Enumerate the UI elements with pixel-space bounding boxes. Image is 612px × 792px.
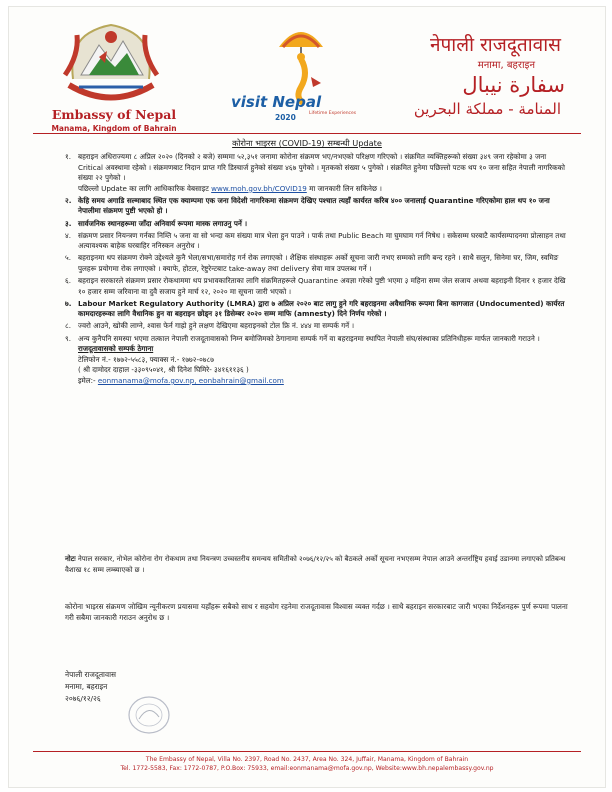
update-list [65, 152, 573, 388]
item-number: २. [65, 195, 72, 205]
item-number: १. [65, 152, 71, 161]
visit-nepal-tagline: Lifetime Experiences [309, 111, 357, 116]
letter-page [8, 6, 606, 788]
item-text: सार्वजनिक स्थानहरूमा जाँदा अनिवार्य रूपमा मास्क लगाउनु पर्ने । [78, 218, 248, 228]
list-item [65, 299, 573, 320]
embassy-name-english: Embassy of Nepal [51, 107, 177, 122]
note-section [65, 554, 577, 575]
footer-divider [33, 751, 581, 752]
list-item [65, 219, 573, 230]
embassy-location-arabic: المنامة - مملكة البحرين [413, 100, 561, 118]
visit-nepal-year: 2020 [275, 113, 296, 122]
contact-email-link[interactable]: eonmanama@mofa.gov.np, eonbahrain@gmail.com [97, 375, 284, 385]
item-text: बहराइनमा थप संक्रमण रोक्ने उद्देश्यले कुनै भेला/सभा/समारोह गर्न रोक लगाएको । शैक्षिक संस्थाहरू अर्को सूचना जारी नभए सम्मको लागि बन्द रहने । साथै सलुन, सिनेमा घर, जिम, स्वमिङ पुलहरू प्रयोगमा रोक लगाएको । क्याफे, होटल, रेष्टुरेन्टबाट take-away तथा delivery सेवा मात्र उपलब्ध गर्ने । [78, 253, 559, 273]
letter-footer [9, 755, 605, 773]
moh-website-link[interactable]: www.moh.gov.bh/COVID19 [211, 183, 307, 193]
item-number: ५. [65, 253, 71, 263]
list-item [65, 276, 573, 297]
item-number: ९. [65, 333, 71, 343]
item-number: ७. [65, 298, 72, 308]
contact-phone: टेलिफोन नं.- १७७२-५५८३, फ्याक्स नं.- १७७२-०७८७ [78, 354, 214, 364]
visit-nepal-wordmark: visit Nepal [231, 93, 322, 111]
list-item [65, 231, 573, 252]
list-item [65, 152, 573, 194]
note-text: नेपाल सरकार, नोभेल कोरोना रोग रोकथाम तथा नियन्त्रण उच्चस्तरीय समन्वय समितीको २०७६/१२/२५ को बैठकले अर्को सूचना नभएसम्म नेपाल आउने अन्तर्राष्ट्रिय हवाई उडानमा लगाएको प्रतिबन्ध वैशाख १८ सम्म लम्ब्याएको छ । [65, 555, 566, 574]
item-text: ज्वरो आउने, खोकी लाग्ने, श्वास फेर्न गाह्रो हुने लक्षण देखिएमा बहराइनको टोल फ्रि नं. ४४४ मा सम्पर्क गर्ने । [78, 321, 355, 331]
item-number: ३. [65, 218, 72, 228]
closing-paragraph: कोरोना भाइरस संक्रमण जोखिम न्यूनीकरण प्रयासमा यहाँहरू सबैको साथ र सहयोग रहनेमा राजदूतावास विश्वास व्यक्त गर्दछ । साथै बहराइन सरकारबाट जारी भएका निर्देशनहरू पुर्ण रूपमा पालना गरी सबैमा जानकारी गराउन अनुरोध छ । [65, 602, 568, 622]
item-number: ८. [65, 321, 71, 331]
item-text: केहि समय अगाडि सल्माबाद स्थित एक क्याम्पमा एक जना विदेशी नागरिकमा संक्रमण देखिए पश्चात त्यहाँ कार्यरत करिब ४०० जनालाई Quarantine गरिएकोमा हाल थप १० जना नेपालीमा संक्रमण पुष्टी भएको हो । [78, 195, 550, 216]
list-item [65, 196, 573, 217]
item-number: ६. [65, 276, 71, 286]
item-text: पछिल्लो Update का लागि आधिकारिक वेबसाइट [78, 183, 209, 193]
nepal-emblem-logo [59, 15, 163, 111]
item-number: ४. [65, 230, 71, 240]
list-item [65, 253, 573, 274]
embassy-location-english: Manama, Kingdom of Bahrain [51, 124, 177, 133]
signature-date: २०७६/१२/२६ [65, 693, 101, 703]
footer-address: The Embassy of Nepal, Villa No. 2397, Road No. 2437, Area No. 324, Juffair, Manama, Kingdom of Bahrain [145, 756, 469, 763]
signature-block [65, 669, 116, 704]
contact-persons: ( श्री दामोदर दाहाल -३३०९५०४१, श्री दिनेश घिमिरे- ३४१६११३६ ) [78, 365, 249, 375]
contact-email-label: इमेल:- [78, 375, 96, 385]
item-text: बहराइन सरकारले संक्रमण प्रसार रोकथाममा थप प्रभावकारिताका लागि संक्रमितहरूले Quarantine अवज्ञा गरेको पुष्टी भएमा ३ महिना सम्म जेल सजाय अथवा बहराइनी दिनार १ हजार देखि १० हजार सम्म जरिवाना वा दुवै सजाय हुने मार्च १२, २०२० मा सूचना जारी भएको । [78, 276, 566, 296]
item-text: मा जानकारी लिन सकिनेछ । [309, 183, 382, 193]
contact-heading: राजदूतावासको सम्पर्क ठेगाना [78, 344, 154, 354]
note-label: नोटः [65, 555, 76, 563]
footer-contacts: Tel. 1772-5583, Fax: 1772-0787, P.O.Box: 75933, email:eonmanama@mofa.gov.np, Website:www.bh.nepalembassy.gov.np [120, 765, 494, 772]
signature-line: मनामा, बहराइन [65, 681, 108, 691]
item-text: Labour Market Regulatory Authority (LMRA) द्वारा ७ अप्रिल २०२० बाट लागु हुने गरि बहराइनमा अवैधानिक रूपमा बिना कागजात (Undocumented) कार्यरत कामदारहरूका लागि वैधानिक हुन वा बहराइन छोड्न ३१ डिसेम्बर २०२० सम्म माफि (amnesty) दिने निर्णय गरेको । [78, 298, 565, 319]
signature-line: नेपाली राजदूतावास [65, 670, 116, 679]
letter-subject: कोरोना भाइरस (COVID-19) सम्बन्धी Update [232, 138, 382, 148]
list-item [65, 334, 573, 387]
embassy-stamp [125, 693, 173, 737]
embassy-location-nepali: मनामा, बहराइन [477, 60, 535, 71]
header-divider [33, 133, 581, 134]
embassy-name-arabic: سفارة نيبال [462, 73, 565, 97]
list-item [65, 321, 573, 332]
item-text: अन्य कुनैपनि समस्या भएमा तत्काल नेपाली राजदूतावासको निम्न बमोजिमको ठेगानामा सम्पर्क गर्ने वा बहराइनमा स्थापित नेपाली संघ/संस्थाका प्रतिनिधीहरू मार्फत जानकारी गराउने । [78, 333, 540, 343]
embassy-name-nepali: नेपाली राजदूतावास [429, 34, 561, 56]
item-text: बहराइन अधिराज्यमा ८ अप्रिल २०२० (दिनको २ बजे) सम्ममा ५२,३५१ जनामा कोरोना संक्रमण भए/नभएको परिक्षण गरिएको । संक्रमित व्यक्तिहरूको संख्या ३४९ जना रहेकोमा ३ जना Critical अवस्थामा रहेको । संक्रमणबाट निदान प्राप्त गरि डिस्चार्ज हुनेको संख्या ४६७ पुगेको । मृतकको संख्या ५ पुगेको । संक्रमित हुनेमा पछिल्लो पटक थप १० जना सहित नेपाली नागरिकको संख्या २२ पुगेको । [78, 152, 565, 183]
item-text: संक्रमण प्रसार नियन्त्रण गर्नका निम्ति ५ जना वा सो भन्दा कम संख्या मात्र भेला हुन पाउने । पार्क तथा Public Beach मा घुमघाम गर्न निषेध । सकेसम्म घरबाटै कार्यसम्पादनमा प्रोत्साहन तथा अत्यावश्यक बाहेक घरबाहिर ननिस्कन अनुरोध । [78, 230, 566, 251]
